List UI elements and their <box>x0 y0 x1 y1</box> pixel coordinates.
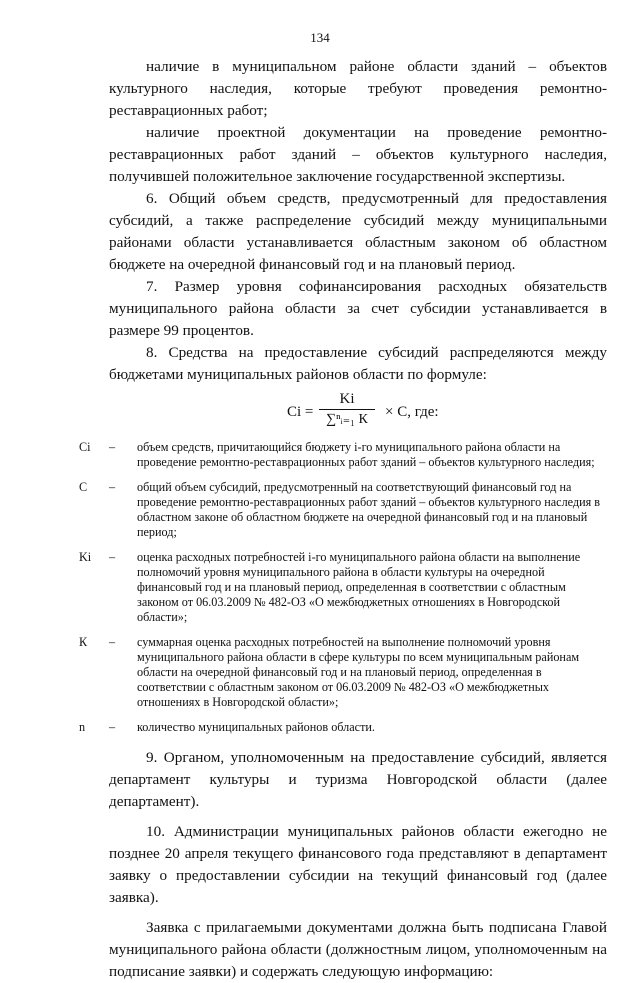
definition-symbol: К <box>79 635 88 649</box>
definition-symbol: Ci <box>79 440 91 454</box>
definitions-list <box>79 440 607 735</box>
formula-fraction <box>319 390 375 430</box>
definition-text: количество муниципальных районов области. <box>137 720 375 734</box>
formula-rhs: × C, где: <box>385 404 439 420</box>
definition-item <box>79 635 607 710</box>
definition-dash: – <box>109 480 116 494</box>
paragraph: наличие проектной документации на проведение ремонтно-реставрационных работ зданий – объектов культурного наследия, получившей положительное заключение государственной экспертизы. <box>109 124 607 185</box>
definition-text: объем средств, причитающийся бюджету i-го муниципального района области на проведение ремонтно-реставрационных работ зданий – объектов культурного наследия; <box>137 440 595 469</box>
paragraph: 9. Органом, уполномоченным на предоставление субсидий, является департамент культуры и туризма Новгородской области (далее департамент). <box>109 749 607 810</box>
paragraph: 8. Средства на предоставление субсидий распределяются между бюджетами муниципальных районов области по формуле: <box>109 344 607 383</box>
definition-symbol: Ki <box>79 550 92 564</box>
definition-text: оценка расходных потребностей i-го муниципального района области на выполнение полномочий уровня муниципального района в области культуры на очередной финансовый год и на плановый период, определенная в соответствии с областным законом от 06.03.2009 № 482-ОЗ «О межбюджетных отношениях в Новгородской области»; <box>137 550 581 624</box>
paragraph: 10. Администрации муниципальных районов области ежегодно не позднее 20 апреля текущего финансового года представляют в департамент заявку о предоставлении субсидии на текущий финансовый год (далее заявка). <box>109 823 607 906</box>
formula-denominator: ∑ⁿᵢ₌₁ К <box>326 412 368 427</box>
definition-item <box>79 550 607 625</box>
paragraph: наличие в муниципальном районе области зданий – объектов культурного наследия, которые требуют проведения ремонтно-реставрационных работ; <box>109 58 607 119</box>
document-body <box>79 56 607 983</box>
definition-dash: – <box>109 720 116 734</box>
paragraph: 6. Общий объем средств, предусмотренный для предоставления субсидий, а также распределение субсидий между муниципальными районами области устанавливается областным законом об областном бюджете на очередной финансовый год и на плановый период. <box>109 190 607 273</box>
definition-dash: – <box>109 635 116 649</box>
definition-text: суммарная оценка расходных потребностей на выполнение полномочий уровня муниципального района области в сфере культуры по всем муниципальным районам области на очередной финансовый год и на плановый период, определенная в соответствии с областным законом от 06.03.2009 № 482-ОЗ «О межбюджетных отношениях в Новгородской области»; <box>137 635 580 709</box>
definition-symbol: n <box>79 720 86 734</box>
formula-numerator: Ki <box>319 390 375 410</box>
formula-lhs: Ci = <box>287 404 314 420</box>
paragraph: 7. Размер уровня софинансирования расходных обязательств муниципального района области за счет субсидии устанавливается в размере 99 процентов. <box>109 278 607 339</box>
definition-dash: – <box>109 440 116 454</box>
distribution-formula <box>109 390 607 436</box>
definition-text: общий объем субсидий, предусмотренный на соответствующий финансовый год на проведение ремонтно-реставрационных работ зданий – объектов культурного наследия в областном законе об областном бюджете на очередной финансовый год и на плановый период; <box>137 480 601 539</box>
definition-item <box>79 480 607 540</box>
definition-symbol: С <box>79 480 88 494</box>
page-number: 134 <box>310 30 330 45</box>
definition-item <box>79 720 607 735</box>
definition-item <box>79 440 607 470</box>
paragraph: Заявка с прилагаемыми документами должна быть подписана Главой муниципального района области (должностным лицом, уполномоченным на подписание заявки) и содержать следующую информацию: <box>109 919 607 980</box>
definition-dash: – <box>109 550 116 564</box>
